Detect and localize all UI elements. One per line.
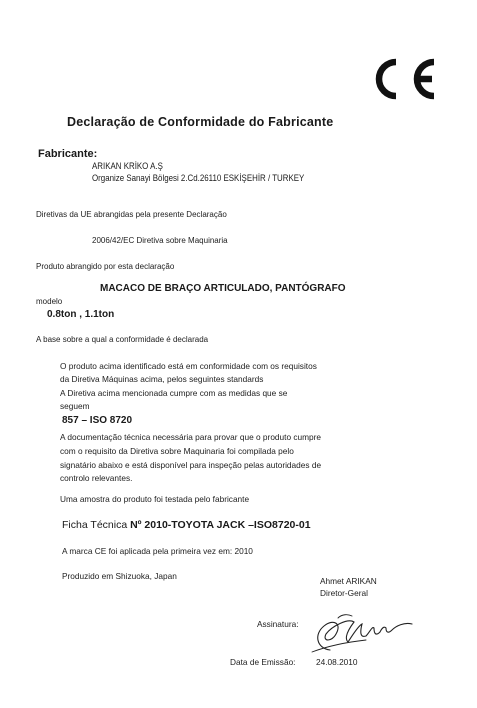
- directives-label: Diretivas da UE abrangidas pela presente Declaração: [36, 210, 227, 219]
- manufacturer-address: Organize Sanayi Bölgesi 2.Cd.26110 ESKİŞEHİR / TURKEY: [92, 173, 305, 183]
- product-name: MACACO DE BRAÇO ARTICULADO, PANTÓGRAFO: [100, 283, 346, 294]
- handwritten-signature: [308, 612, 418, 656]
- document-title: Declaração de Conformidade do Fabricante: [67, 115, 334, 129]
- conformity-line: A Diretiva acima mencionada cumpre com as medidas que se: [60, 388, 288, 398]
- basis-label: A base sobre a qual a conformidade é declarada: [36, 335, 209, 344]
- signatory-title: Diretor-Geral: [320, 588, 368, 598]
- conformity-line: O produto acima identificado está em conformidade com os requisitos: [60, 361, 317, 371]
- conformity-line: seguem: [60, 401, 90, 411]
- documentation-line: com o requisito da Diretiva sobre Maquinaria foi compilada pelo: [60, 446, 294, 456]
- signatory-name: Ahmet ARIKAN: [320, 576, 377, 586]
- sample-tested-text: Uma amostra do produto foi testada pelo fabricante: [60, 494, 250, 504]
- manufacturer-name: ARIKAN KRİKO A.Ş: [92, 161, 163, 171]
- tech-sheet: [62, 519, 311, 531]
- issue-date: 24.08.2010: [316, 657, 358, 667]
- documentation-line: signatário abaixo e está disponível para inspeção pelas autoridades de: [60, 460, 322, 470]
- directive-text: 2006/42/EC Diretiva sobre Maquinaria: [92, 236, 228, 245]
- signature-label: Assinatura:: [257, 619, 299, 629]
- produced-in-text: Produzido em Shizuoka, Japan: [62, 571, 177, 581]
- product-label: Produto abrangido por esta declaração: [36, 262, 175, 271]
- model-label: modelo: [36, 297, 63, 306]
- ce-mark-logo: [362, 56, 438, 102]
- tech-sheet-label: Ficha Técnica: [62, 519, 128, 531]
- documentation-line: A documentação técnica necessária para provar que o produto cumpre: [60, 432, 322, 442]
- standard-value: 857 – ISO 8720: [62, 415, 133, 426]
- documentation-line: controlo relevantes.: [60, 473, 133, 483]
- conformity-line: da Diretiva Máquinas acima, pelos seguintes standards: [60, 374, 264, 384]
- manufacturer-label: Fabricante:: [38, 148, 98, 160]
- model-value: 0.8ton , 1.1ton: [47, 309, 115, 320]
- tech-sheet-value: Nº 2010-TOYOTA JACK –ISO8720-01: [130, 519, 311, 531]
- issue-date-label: Data de Emissão:: [230, 657, 296, 667]
- ce-applied-text: A marca CE foi aplicada pela primeira vez em: 2010: [62, 546, 253, 556]
